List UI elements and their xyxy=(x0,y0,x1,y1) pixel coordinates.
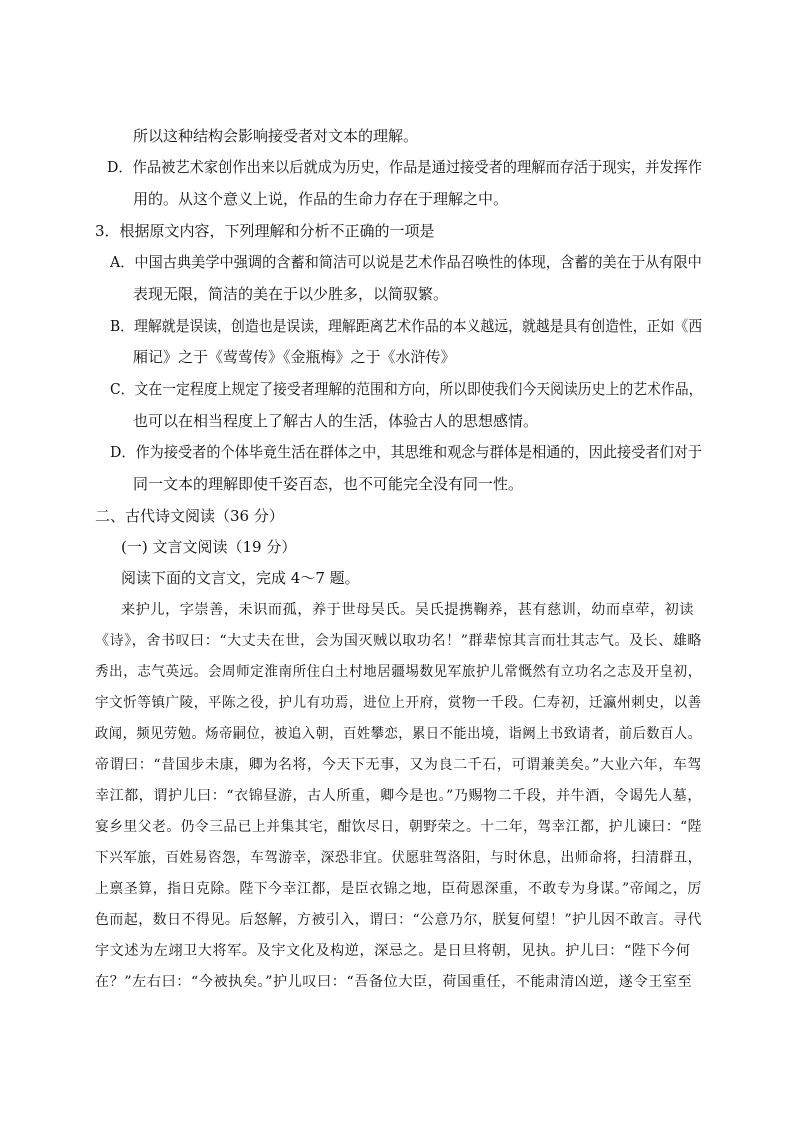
passage-line: 《诗》，舍书叹曰：“大丈夫在世，会为国灭贼以取功名！”群辈惊其言而壮其志气。及长、雄略 xyxy=(95,633,703,649)
passage-line: 上禀圣算，指日克除。陛下今幸江都，是臣衣锦之地，臣荷恩深重，不敢专为身谋。”帝闻之，厉 xyxy=(95,881,702,897)
q3-option-a-continuation: 表现无限，简洁的美在于以少胜多，以简驭繁。 xyxy=(133,285,449,303)
option-d-text: D．作品被艺术家创作出来以后就成为历史，作品是通过接受者的理解而存活于现实，并发挥作 xyxy=(107,158,703,176)
passage-line: 秀出，志气英远。会周师定淮南所住白土村地居疆埸数见军旅护儿常慨然有立功名之志及开皇初， xyxy=(95,664,702,680)
section-heading: 二、古代诗文阅读（36 分） xyxy=(95,507,284,525)
q3-option-d: D．作为接受者的个体毕竟生活在群体之中，其思维和观念与群体是相通的，因此接受者们对于 xyxy=(110,443,703,461)
passage-line: 帝谓曰：“昔国步未康，卿为名将，今天下无事，又为良二千石，可谓兼美矣。”大业六年，车驾 xyxy=(95,757,703,773)
passage-line: 宴乡里父老。仍令三品已上并集其宅，酣饮尽日，朝野荣之。十二年，驾幸江都，护儿谏曰：“陛 xyxy=(95,819,702,835)
reading-instruction: 阅读下面的文言文，完成 4～7 题。 xyxy=(121,569,360,587)
passage-line: 宇文忻等镇广陵，平陈之役，护儿有功焉，进位上开府，赏物一千段。仁寿初，迁瀛州刺史，以善 xyxy=(95,695,702,711)
passage-line: 幸江都，谓护儿曰：“衣锦昼游，古人所重，卿今是也。”乃赐物二千段，并牛酒，令谒先人墓， xyxy=(95,788,703,804)
q3-option-c-continuation: 也可以在相当程度上了解古人的生活，体验古人的思想感情。 xyxy=(133,412,539,430)
passage-line: 宇文述为左翊卫大将军。及宇文化及构逆，深忌之。是日旦将朝，见执。护儿曰：“陛下今何 xyxy=(95,943,691,959)
q3-option-d-continuation: 同一文本的理解即使千姿百态，也不可能完全没有同一性。 xyxy=(133,475,524,493)
option-d-continuation: 用的。从这个意义上说，作品的生命力存在于理解之中。 xyxy=(133,190,509,208)
q3-option-a: A．中国古典美学中强调的含蓄和简洁可以说是艺术作品召唤性的体现，含蓄的美在于从有限中 xyxy=(110,253,702,271)
passage-line: 来护儿，字崇善，未识而孤，养于世母吴氏。吴氏提携鞠养，甚有慈训，幼而卓荦，初读 xyxy=(121,602,695,618)
passage-line: 政闻，频见劳勉。炀帝嗣位，被追入朝，百姓攀恋，累日不能出境，诣阙上书致请者，前后数百人。 xyxy=(95,726,702,742)
option-c-continuation: 所以这种结构会影响接受者对文本的理解。 xyxy=(133,127,419,145)
passage-line: 色而起，数日不得见。后怒解，方被引入，谓曰：“公意乃尔，朕复何望！”护儿因不敢言。寻代 xyxy=(95,912,703,928)
passage-line: 在？”左右曰：“今被执矣。”护儿叹曰：“吾备位大臣，荷国重任，不能肃清凶逆，遂令王室至 xyxy=(95,974,693,990)
q3-option-b-continuation: 厢记》之于《莺莺传》《金瓶梅》之于《水浒传》 xyxy=(133,348,456,366)
subsection-heading: (一) 文言文阅读（19 分） xyxy=(121,538,297,556)
q3-option-c: C．文在一定程度上规定了接受者理解的范围和方向，所以即使我们今天阅读历史上的艺术作品， xyxy=(110,380,703,398)
q3-option-b: B．理解就是误读，创造也是误读，理解距离艺术作品的本义越远，就越是具有创造性，正如《西 xyxy=(110,317,703,335)
question-3-stem: 3．根据原文内容，下列理解和分析不正确的一项是 xyxy=(95,222,435,240)
passage-line: 下兴军旅，百姓易咨怨，车驾游幸，深恐非宜。伏愿驻驾洛阳，与时休息，出师命将，扫清群丑， xyxy=(95,850,702,866)
